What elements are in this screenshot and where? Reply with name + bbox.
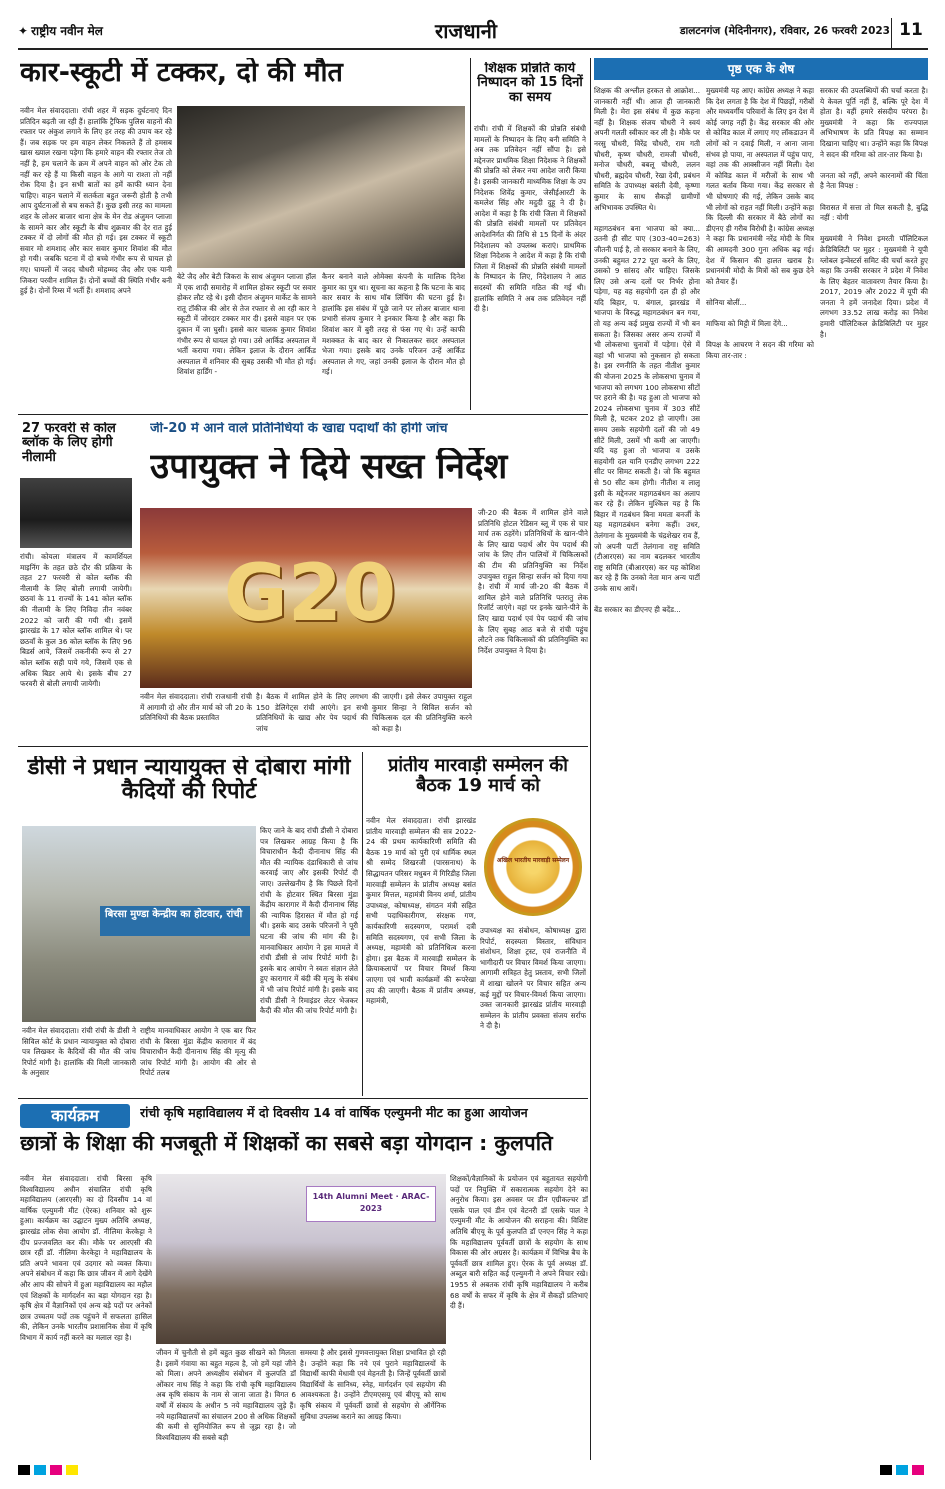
dateline: डालटनगंज (मेदिनीनगर), रविवार, 26 फरवरी 2023	[679, 25, 890, 37]
alumni-kicker: रांची कृषि महाविद्यालय में दो दिवसीय 14 वां वार्षिक एल्युमनी मीट का हुआ आयोजन	[140, 1106, 528, 1120]
color-swatch	[880, 1465, 892, 1475]
section-rule-3	[18, 1098, 588, 1099]
coal-headline: 27 फरवरी से कोल ब्लॉक के लिए होगी नीलामी	[22, 422, 116, 465]
section-title: राजधानी	[435, 19, 497, 43]
prison-photo	[22, 826, 256, 1022]
teacher-headline: शिक्षक प्रोन्नति कार्य निष्पादन को 15 दिनों का समय	[477, 62, 583, 105]
g20-headline: उपायुक्त ने दिये सख्त निर्देश	[150, 448, 508, 487]
accident-col-1: नवीन मेल संवाददाता। रांची शहर में सड़क दुर्घटनाएं दिन प्रतिदिन बढ़ती जा रही हैं। हालांकि ट्रैफिक पुलिस वाहनों की रफ्तार पर अंकुश लगाने के लिए हर तरह की उपाय कर रहे हैं। जब सड़क पर हम वाहन लेकर निकलते हैं तो हमसब खास ख्याल रखना पड़ेगा कि हमारे वाहन की रफ्तार तेज तो नहीं है, हम चलाने के क्रम में अपने वाहन को ओर टेक तो नहीं कर रहे हैं या किसी वाहन के आगे या राश्ता तो नहीं रोक दिया है। इन सभी बातों का हमें काफी ध्यान देना चाहिए। वाहन चलाने में सतर्कता बहुत जरूरी होती है तभी आप दुर्घटनाओं से बच सकते हैं। कुछ इसी तरह का मामला शहर के लोअर बाजार थाना क्षेत्र के मेन रोड अंजुमन प्लाजा के सामने कार और स्कूटी के बीच शुक्रवार की देर रात हुई टक्कर में दो लोगों की मौत हो गई। इस टक्कर में स्कूटी सवार मो शमशाद और कार सवार कुमार शिवांश की मौत हो गयी। जबकि घटना में दो बच्चे गंभीर रूप से घायल हो गए। घायलों में जदद चौधरी मोहम्मद जैद और एक यानी जिकरा परवीन शामिल हैं। दोनों बच्चों की स्थिति गंभीर बनी हुई है। दोनों रिम्स में भर्ती हैं। शमशाद अपने	[20, 106, 172, 296]
alumni-col-2: जीवन में चुनौती से हमें बहुत कुछ सीखने को मिलता है। इसमें गंवाया का बहुत महत्व है, जो हमें यहां जीने को मिला। अपने अध्यक्षीय संबोधन में कुलपति डॉ ओंकार नाथ सिंह ने कहा कि रांची कृषि महाविद्यालय अब कृषि संकाय के नाम से जाना जाता है। विगत 6 वर्षों में संकाय के अधीन 5 नये महाविद्यालय जुड़े हैं। नये महाविद्यालयों का संचालन 200 से अधिक शिक्षकों की कमी से सुनियोजित रूप से जूझ रहा है। जो विश्वविद्यालय की सबसे बड़ी	[156, 1348, 296, 1442]
color-swatch	[34, 1465, 46, 1475]
alumni-col-4: शिक्षकों/वैज्ञानिकों के प्रयोजन एवं बहुतायत सहयोगी पदों पर नियुक्ति में सकारात्मक सहयोग देने का अनुरोध किया। इस अवसर पर डीन एग्रीकल्चर डॉ एसके पाल एवं डीन एवं वेटनरी डॉ एसके पाल ने एल्युमनी मीट के आयोजन की सराहना की। विशिष्ट अतिथि बीएयू के पूर्व कुलपति डॉ एनएन सिंह ने कहा कि महाविद्यालय पूर्ववर्ती छात्रों के सहयोग के साथ विकास की ओर अग्रसर है। कार्यक्रम में विभिन्न बैच के पूर्ववर्ती छात्र शामिल हुए। ऐरक के पूर्व अध्यक्ष डॉ. अब्दुल बारी सहित कई एल्युमनी ने अपने विचार रखे। 1955 से अबतक रांची कृषि महाविद्यालय ने करीब 68 वर्षों के सफर में कृषि के क्षेत्र में सैकड़ों प्रतिभाएं दी हैं।	[450, 1174, 588, 1311]
color-swatch	[896, 1465, 908, 1475]
accident-col-2: बेटे जैद और बेटी जिकरा के साथ अंजुमन प्लाजा हॉल में एक शादी समारोह में शामिल होकर स्कूटी पर सवार होकर लौट रहे थे। इसी दौरान अंजुमन मार्केट के सामने रातू टॉकीज की ओर से तेज रफ्तार से आ रही कार ने स्कूटी में जोरदार टक्कर मार दी। इससे वाहन पर एक दुकान में जा घुसी। इससे कार चालक कुमार शिवांश गंभीर रूप से घायल हो गया। उसे आर्किड अस्पताल में भर्ती कराया गया। लेकिन इलाज के दौरान आर्किड अस्पताल में शनिवार की सुबह उसकी भी मौत हो गई। शिवांश हार्डिंग -	[177, 272, 316, 377]
g20-below-1: नवीन मेल संवाददाता। रांची राजधानी रांची में आगामी दो और तीन मार्च को जी 20 के प्रतिनिधियों की बैठक प्रस्तावित	[140, 692, 252, 723]
alumni-photo	[156, 1174, 446, 1344]
color-swatch	[50, 1465, 62, 1475]
newspaper-logo: ✦ राष्ट्रीय नवीन मेल	[18, 24, 103, 38]
marwari-col-1: नवीन मेल संवाददाता। रांची झारखंड प्रांतीय मारवाड़ी सम्मेलन की सत्र 2022-24 की प्रथम कार्यकारिणी समिति की बैठक 19 मार्च को पुरी एवं धार्मिक स्थल श्री सम्मेद शिखरजी (पारसनाथ) के सिद्धायतन परिसर मधुबन में गिरिडीह जिला मारवाड़ी सम्मेलन के प्रांतीय अध्यक्ष बसंत कुमार मित्तल, महामंत्री विनय शर्मा, प्रांतीय उपाध्यक्ष, कोषाध्यक्ष, संगठन मंत्री सहित सभी पदाधिकारीगण, संरक्षक गण, कार्यकारिणी सदस्यगण, परामर्श दत्री समिति सदस्यगण, एवं सभी जिला के अध्यक्ष, महामंत्री को प्रतिनिधित्व करना होगा। इस बैठक में मारवाड़ी सम्मेलन के क्रियाकलापों पर विचार विमर्श किया जाएगा एवं भावी कार्यक्रमों की रूपरेखा तय की जाएगी। बैठक में प्रांतीय अध्यक्ष, महामंत्री,	[366, 816, 476, 1006]
continued-col-c: सरकार की उपलब्धियों की चर्चा करता है। ये केवल पूर्ति नहीं हैं, बल्कि पूरे देश में होता है। वहीं हमारे संसदीय परंपरा है। मुख्यमंत्री ने कहा कि राज्यपाल अभिभाषण के प्रति विपक्ष का सम्मान दिखाना चाहिए था। उन्होंने कहा कि विपक्ष ने सदन की गरिमा को तार-तार किया है। जनता को नहीं, अपने कारनामों की चिंता है नेता विपक्ष : विरासत में सत्ता तो मिल सकती है, बुद्धि नहीं : योगी मुख्यमंत्री ने निवेश इमरती पॉलिटिकल क्रेडिबिलिटी पर मुहर : मुख्यमंत्री ने यूपी ग्लोबल इन्वेस्टर्स समिट की चर्चा करते हुए कहा कि उनकी सरकार ने प्रदेश में निवेश के लिए बेहतर वातावरण तैयार किया है। 2017, 2019 और 2022 में यूपी की जनता ने हमें जनादेश दिया। प्रदेश में लगभग 33.52 लाख करोड़ का निवेश हमारी पॉलिटिकल क्रेडिबिलिटी पर मुहर है।	[820, 86, 928, 339]
g20-below-2: है। बैठक में शामिल होने के लिए लगभग 150 डेलिगेट्स रांची आएंगे। इन सभी प्रतिनिधियों के खाद्य और पेय पदार्थ की जांच	[256, 692, 368, 733]
section-rule-2	[18, 746, 588, 747]
prisoners-col-1: नवीन मेल संवाददाता। रांची रांची के डीसी ने सिविल कोर्ट के प्रधान न्यायायुक्त को दोबारा पत्र लिखकर के कैदियों की मौत की जांच रिपोर्ट मांगी है। हालांकि की मिली जानकारी के अनुसार	[22, 1026, 136, 1078]
g20-side-text: जी-20 की बैठक में शामिल होने वाले प्रतिनिधि होटल रेडिसन ब्लू में एक से चार मार्च तक ठहरेंगे। प्रतिनिधियों के खान-पीने के लिए खाद्य पदार्थ और पेय पदार्थ की जांच के लिए तीन पालियों में चिकित्सकों की टीम की प्रतिनियुक्ति का निर्देश उपायुक्त राहुल सिन्हा सर्जन को दिया गया है। रांची में मार्च जी-20 की बैठक में शामिल होने वाले प्रतिनिधि पतरातु लेक रिजॉर्ट जाएंगे। वहां पर इनके खाने-पीने के लिए खाद्य पदार्थ एवं पेय पदार्थ की जांच के लिए सुबह आठ बजे से रांची पहुंच लौटने तक चिकित्सकों की प्रतिनियुक्ति का निर्देश उपायुक्त ने दिया है।	[478, 508, 588, 655]
marwari-logo-box	[480, 816, 586, 922]
accident-photo	[177, 106, 465, 268]
coal-body: रांची। कोयला मंत्रालय में कामर्शियल माइनिंग के तहत छठे दौर की प्रक्रिया के तहत 27 फरवरी से कोल ब्लॉक की नीलामी के लिए बोली लगायी जायेगी। छठवां के 11 राज्यों के 141 कोल ब्लॉक की नीलामी के लिए निविदा तीन नवंबर 2022 को जारी की गयी थी। इसमें झारखंड के 17 कोल ब्लॉक शामिल थे। पर छठवाँ के कुल 36 कोल ब्लॉक के लिए 96 बिडर्स आये, जिसमें तकनीकी रूप से 27 कोल ब्लॉक सही पाये गये, जिसमें एक से अधिक बिडर आये थे। इसके बीच 27 फरवरी से बोली लगायी जायेगी।	[20, 552, 132, 689]
program-label: कार्यक्रम	[20, 1104, 130, 1128]
masthead-divider	[891, 18, 892, 48]
color-swatch	[66, 1465, 78, 1475]
marwari-logo-text: अखिल भारतीय मारवाड़ी सम्मेलन	[496, 857, 570, 864]
prisoners-col-2: राष्ट्रीय मानवाधिकार आयोग ने एक बार फिर रांची के बिरसा मुंडा केंद्रीय कारागार में बंद विचाराधीन कैदी दीनानाथ सिंह की मृत्यु की जांच रिपोर्ट मांगी है। आयोग की ओर से रिपोर्ट तलब	[140, 1026, 256, 1078]
g20-logo-text: G20	[223, 549, 397, 639]
column-rule	[470, 58, 471, 410]
marwari-headline: प्रांतीय मारवाड़ी सम्मेलन की बैठक 19 मार्च को	[388, 756, 568, 796]
alumni-col-3: समस्या है और इससे गुणवत्तायुक्त शिक्षा प्रभावित हो रही है। उन्होंने कहा कि नये एवं पुराने महाविद्यालयों के विद्यार्थी काफी मेधावी एवं मेहनती है। जिन्हें पूर्ववर्ती छात्रों विद्यार्थियों के सानिध्य, स्नेह, मार्गदर्शन एवं सहयोग की आवश्यकता है। उन्होंने टीएमएसयू एवं बीएयू को साथ कृषि संकाय में पूर्ववर्ती छात्रों से सहयोग से ऑर्गेनिक सुविधा उपलब्ध कराने का आग्रह किया।	[300, 1348, 446, 1421]
accident-col-3: कैनर बनाने वाले ओमेक्स कंपनी के मालिक दिनेश कुमार का पुत्र था। सूचना का कहना है कि घटना के बाद कार सवार के साथ मॉब लिंचिंग की घटना हुई है। हालांकि इस संबंध में पूछे जाने पर लोअर बाजार थाना प्रभारी संजय कुमार ने इनकार किया है और कहा कि शिवांश कार में बुरी तरह से फंस गए थे। उन्हें काफी मशक्कत के बाद कार से निकालकर सदर अस्पताल भेजा गया। इसके बाद उनके परिजन उन्हें आर्किड अस्पताल ले गए, जहां उनकी इलाज के दौरान मौत हो गई।	[322, 272, 465, 377]
accident-headline: कार-स्कूटी में टक्कर, दो की मौत	[20, 58, 343, 88]
prisoners-headline: डीसी ने प्रधान न्यायायुक्त से दोबारा मांगी कैदियों की रिपोर्ट	[27, 756, 351, 805]
prisoners-col-3: किए जाने के बाद रांची डीसी ने दोबारा पत्र लिखकर आग्रह किया है कि विचाराधीन कैदी दीनानाथ सिंह की मौत की न्यायिक दंडाधिकारी से जांच करवाई जाए और इसकी रिपोर्ट दी जाए। उल्लेखनीय है कि पिछले दिनों रांची के होटवार स्थित बिरसा मुंडा केंद्रीय कारागार में कैदी दीनानाथ सिंह की न्यायिक हिरासत में मौत हो गई थी। इसके बाद उसके परिजनों ने पूरी घटना की जांच की मांग की है। मानवाधिकार आयोग ने इस मामले में रांची डीसी से जांच रिपोर्ट मांगी है। इसके बाद आयोग ने स्वतः संज्ञान लेते हुए कारागार में बंदी की मृत्यु के संबंध में भी जांच रिपोर्ट मांगी है। इसके बाद रांची डीसी ने रिमाइंडर लेटर भेजकर कैदी की मौत की जांच रिपोर्ट मांगी है।	[260, 826, 358, 1016]
section-rule	[18, 414, 588, 415]
continued-col-a: शिक्षक की अश्लील हरकत से आक्रोश... जानकारी नहीं थी। आज ही जानकारी मिली है। मेरा इस संबंध में कुछ कहना नहीं है। शिक्षक संजय चौधरी ने स्वयं अपनी गलती स्वीकार कर ली है। मौके पर नरसु चौधरी, विरेंद्र चौधरी, राम गती चौधरी, कृष्ण चौधरी, रामजी चौधरी, मनोज चौधरी, बबलू चौधरी, ललन चौधरी, ब्रह्मदेव चौधरी, रेखा देवी, प्रबंधन समिति के उपाध्यक्ष बसंती देवी, कृष्णा कुमार के साथ सैकड़ों ग्रामीणों अभिभावक उपस्थित थे। महागठबंधन बना भाजपा को क्या... उतनी ही सीट पाए (303-40=263) जीतनी पाई है, तो सरकार बनाने के लिए, उनकी बहुमत 272 पूरा करने के लिए, उसको 9 सांसद और चाहिए। जिसके लिए उसे अन्य दलों पर निर्भर होना पड़ेगा, यह वह सहयोगी दल ही हो और यदि बिहार, प. बंगाल, झारखंड में भाजपा के विरुद्ध महागठबंधन बन गया, तो यह अन्य कई प्रमुख राज्यों में भी बन सकता है। जिसका असर अन्य राज्यों में भी लोकसभा चुनावों में पड़ेगा। ऐसे में वहां भी भाजपा को नुकसान हो सकता है। इस रणनीति के तहत नीतीश कुमार की योजना 2025 के लोकसभा चुनाव में भाजपा को लगभग 100 लोकसभा सीटों पर हराने की है। यह हुआ तो भाजपा को 2024 लोकसभा चुनाव में 303 सीटें मिली है, घटकर 202 हो जाएगी। उस समय उसके सहयोगी दलों की जो 49 सीटें मिली, उसमें भी कमी आ जाएगी। यदि यह हुआ तो भाजपा व उसके सहयोगी दल यानि एनडीए लगभग 222 सीट पर सिमट सकती है। जो कि बहुमत से 50 सीट कम होगी। नीतीश व लालू इसी के मद्देनजर महागठबंधन का अलाप कर रहे हैं। लेकिन मुश्किल यह है कि बिहार में गठबंधन बिना ममता बनर्जी के यह महागठबंधन बनेगा कहीं। उधर, तेलंगाना के मुख्यमंत्री के चंद्रशेखर राव हैं, जो अपनी पार्टी तेलंगाना राष्ट्र समिति (टीआरएस) का नाम बदलकर भारतीय राष्ट्र समिति (बीआरएस) कर यह कोशिश कर रहे हैं कि उनको नेता मान अन्य पार्टी उनके साथ आयें। बेंड सरकार का डीएनए ही बदेंड...	[594, 86, 700, 615]
printer-color-bar	[18, 1462, 928, 1478]
g20-below-3: की जाएगी। इसे लेकर उपायुक्त राहुल कुमार सिन्हा ने सिविल सर्जन को चिकित्सक दल की प्रतिनियुक्ति करने को कहा है।	[372, 692, 472, 733]
marwari-col-2: उपाध्यक्ष का संबोधन, कोषाध्यक्ष द्वारा रिपोर्ट, सदस्यता विस्तार, संविधान संशोधन, शिक्षा ट्रस्ट, एवं राजनीति में भागीदारी पर विचार विमर्श किया जाएगा। आगामी सत्रिहत हेतु प्रस्ताव, सभी जिलों में शाखा खोलने पर विचार सहित अन्य कई मुद्दों पर विचार-विमर्श किया जाएगा। उक्त जानकारी झारखंड प्रांतीय मारवाड़ी सम्मेलन के प्रांतीय प्रवक्ता संजय सर्राफ ने दी है।	[480, 926, 586, 1031]
g20-photo	[140, 508, 472, 688]
g20-kicker: जी-20 में आने वाले प्रतिनिधियों के खाद्य पदार्थों की होगी जांच	[150, 422, 448, 436]
page-number: 11	[899, 20, 923, 40]
alumni-col-1: नवीन मेल संवाददाता। रांची बिरसा कृषि विश्वविद्यालय अधीन संचालित रांची कृषि महाविद्यालय (आरएसी) का दो दिवसीय 14 वां वार्षिक एल्युमनी मीट (ऐरक) शनिवार को शुरू हुआ। कार्यक्रम का उद्घाटन मुख्य अतिथि अध्यक्ष, झारखंड लोक सेवा आयोग डॉ. नीलिमा केरकेट्टा ने दीप प्रज्जवलित कर की। मौके पर आरएसी की छात्र रहीं डॉ. नीलिमा केरकेट्टा ने महाविद्यालय के प्रति अपने भावना एवं उदगार को व्यक्त किया। अपने संबोधन में कहा कि छात्र जीवन में आगे देखेंगे और आप की सोचने में हुआ महाविद्यालय का महौल एवं शिक्षकों के मार्गदर्शन का बड़ा योगदान रहा है। कृषि क्षेत्र में वैज्ञानिकों एवं अन्य बड़े पदों पर अनेकों छात्र उच्चतम पदों तक पहुंचने में सफलता हासिल की, लेकिन उनके भारतीय प्रशासनिक सेवा में कृषि विभाग में कार्य नहीं करने का मलाल रहा है।	[20, 1174, 152, 1342]
masthead-rule	[18, 48, 928, 50]
color-swatch	[18, 1465, 30, 1475]
coal-photo	[20, 478, 132, 548]
right-column-rule	[590, 58, 591, 1460]
alumni-headline: छात्रों के शिक्षा की मजबूती में शिक्षकों का सबसे बड़ा योगदान : कुलपति	[20, 1132, 553, 1155]
teacher-body: रांची। रांची में शिक्षकों की प्रोन्नति संबंधी मामलों के निष्पादन के लिए बनी समिति ने अब तक प्रतिवेदन नहीं सौंपा है। इसे मद्देनजर प्राथमिक शिक्षा निदेशक ने शिक्षकों की प्रोन्नति को लेकर नया आदेश जारी किया है। इसकी जानकारी माध्यमिक शिक्षा के उप निदेशक शिवेंद्र कुमार, जेसीईआरटी के कमलेश सिंह और मदुदी दुहू ने दी है। आदेश में कहा है कि रांची जिला में शिक्षकों की प्रोन्नति संबंधी मामलों पर प्रतिवेदन आदेशनिर्गत की तिथि से 15 दिनों के अंदर निदेशालय को उपलब्ध कराएं। प्राथमिक शिक्षा निदेशक ने आदेश में कहा है कि रांची जिला में शिक्षकों की प्रोन्नति संबंधी मामलों के निष्पादन के लिए, निदेशालय ने आठ सदस्यों की समिति गठित की गई थी। हालांकि समिति ने अब तक प्रतिवेदन नहीं दी है।	[474, 124, 586, 314]
alumni-banner-sign: 14th Alumni Meet · ARAC-2023	[306, 1186, 436, 1222]
bird-logo-icon: ✦	[18, 24, 29, 38]
column-rule-2	[362, 752, 363, 1096]
continued-col-b: मुख्यमंत्री यह आए। कांग्रेस अध्यक्ष ने कहा कि देश लगता है कि देश में पिछड़ों, गरीबों और मध्यवर्गीय परिवारों के लिए इन देश में कोई जगह नहीं है। केंद्र सरकार की ओर से कोविड काल में लगाए गए लॉकडाउन में लोगों को न दवाई मिली, न आना जाना संभव हो पाया, ना अस्पताल में पहुंच पाए, वहां तक की आक्सीजन नहीं मिली। देश में कोविड काल में मरीजों के साथ भी गलत बर्ताव किया गया। केंद्र सरकार से भी घोषणाएं की गई, लेकिन उसके बाद भी लोगों को राहत नहीं मिली। उन्होंने कहा कि दिल्ली की सरकार में बैठे लोगों का डीएनए ही गरीब विरोधी है। कांग्रेस अध्यक्ष ने कहा कि प्रधानमंत्री नरेंद्र मोदी के मित्र की आमदनी 300 गुना अधिक बढ़ गई। देश में किसान की हालत खराब है। प्रधानमंत्री मोदी के मित्रों को सब कुछ देने को तैयार हैं। सोनिया बोलीं... माफिया को मिट्टी में मिला देंगे... विपक्ष के आचरण ने सदन की गरिमा को किया तार-तार :	[706, 86, 814, 360]
color-swatch	[912, 1465, 924, 1475]
continued-box-title: पृष्ठ एक के शेष	[594, 58, 928, 80]
prison-sign: बिरसा मुण्डा केन्द्रीय का होटवार, रांची	[100, 906, 250, 936]
